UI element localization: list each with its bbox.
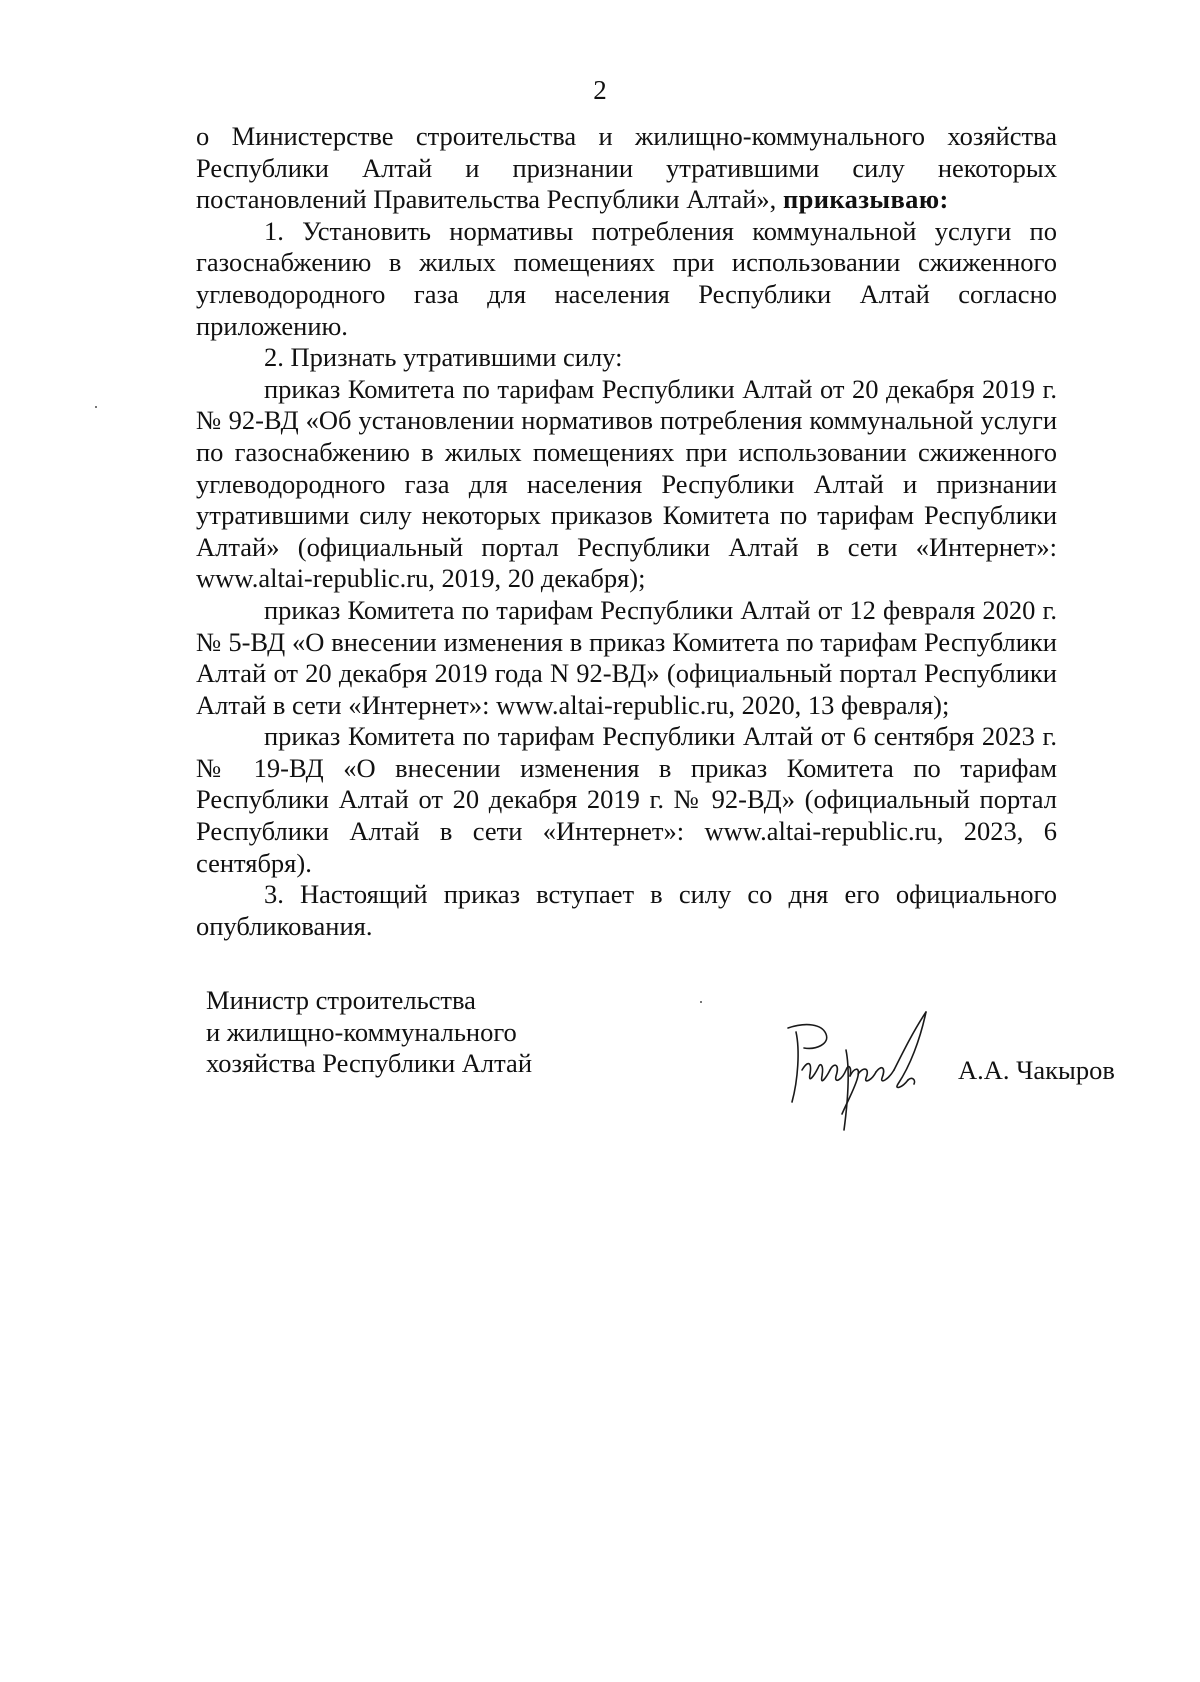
intro-bold-word: приказываю:: [782, 184, 949, 215]
scan-speck: [95, 406, 97, 408]
item-2-repeal-heading: 2. Признать утратившими силу:: [264, 342, 623, 373]
intro-paragraph: [196, 121, 1057, 216]
item-3-entry-into-force: 3. Настоящий приказ вступает в силу со дня его официального опубликования.: [196, 879, 1057, 941]
repealed-order-19-vd: приказ Комитета по тарифам Республики Алтай от 6 сентября 2023 г. № 19-ВД «О внесении изменения в приказ Комитета по тарифам Республики Алтай от 20 декабря 2019 г. № 92-ВД» (официальный портал Республики Алтай в сети «Интернет»: www.altai-republic.ru, 2023, 6 сентября).: [196, 721, 1057, 878]
signer-name: А.А. Чакыров: [958, 1055, 1115, 1085]
handwritten-signature: [786, 1010, 946, 1135]
item-1-establish-norms: 1. Установить нормативы потребления коммунальной услуги по газоснабжению в жилых помещениях при использовании сжиженного углеводородного газа для населения Республики Алтай согласно приложению.: [196, 215, 1057, 341]
signatory-title-line: и жилищно-коммунального: [206, 1016, 517, 1047]
signatory-title-line: хозяйства Республики Алтай: [206, 1048, 532, 1079]
scan-speck: [700, 1001, 702, 1003]
document-body: [196, 121, 1057, 942]
intro-text: о Министерстве строительства и жилищно-коммунального хозяйства Республики Алтай и признании утратившими силу некоторых постановлений Правительства Республики Алтай»,: [196, 121, 1057, 215]
repealed-order-5-vd: приказ Комитета по тарифам Республики Алтай от 12 февраля 2020 г. № 5-ВД «О внесении изменения в приказ Комитета по тарифам Республики Алтай от 20 декабря 2019 года N 92-ВД» (официальный портал Республики Алтай в сети «Интернет»: www.altai-republic.ru, 2020, 13 февраля);: [196, 594, 1057, 720]
signatory-title-line: Министр строительства: [206, 985, 476, 1015]
page-number: 2: [593, 75, 607, 105]
signatory-title: [206, 985, 532, 1080]
repealed-order-92-vd: приказ Комитета по тарифам Республики Алтай от 20 декабря 2019 г. № 92-ВД «Об установлении нормативов потребления коммунальной услуги по газоснабжению в жилых помещениях при использовании сжиженного углеводородного газа для населения Республики Алтай и признании утратившими силу некоторых приказов Комитета по тарифам Республики Алтай» (официальный портал Республики Алтай в сети «Интернет»: www.altai-republic.ru, 2019, 20 декабря);: [196, 373, 1057, 594]
